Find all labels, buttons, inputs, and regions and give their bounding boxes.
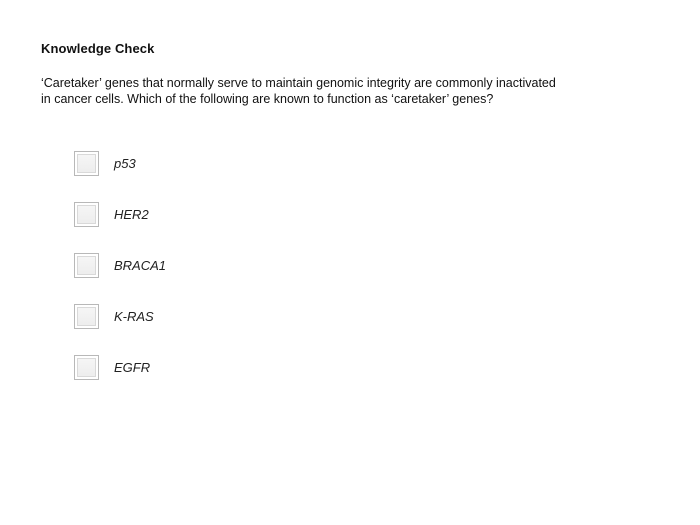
page-title: Knowledge Check bbox=[41, 41, 155, 56]
option-label: HER2 bbox=[114, 206, 149, 222]
option-label: EGFR bbox=[114, 359, 151, 375]
option-egfr[interactable] bbox=[74, 353, 374, 381]
answer-options bbox=[74, 149, 374, 404]
option-checkbox[interactable] bbox=[74, 253, 99, 278]
option-checkbox[interactable] bbox=[74, 304, 99, 329]
option-label: K-RAS bbox=[114, 308, 154, 324]
option-checkbox[interactable] bbox=[74, 151, 99, 176]
option-p53[interactable] bbox=[74, 149, 374, 177]
option-checkbox[interactable] bbox=[74, 355, 99, 380]
question-line-1: ‘Caretaker’ genes that normally serve to maintain genomic integrity are commonly inactivated bbox=[41, 76, 556, 90]
question-line-2: in cancer cells. Which of the following are known to function as ‘caretaker’ genes? bbox=[41, 92, 494, 106]
option-checkbox[interactable] bbox=[74, 202, 99, 227]
option-her2[interactable] bbox=[74, 200, 374, 228]
option-label: p53 bbox=[114, 155, 136, 171]
option-k-ras[interactable] bbox=[74, 302, 374, 330]
option-braca1[interactable] bbox=[74, 251, 374, 279]
question-text bbox=[41, 75, 641, 107]
option-label: BRACA1 bbox=[114, 257, 167, 273]
